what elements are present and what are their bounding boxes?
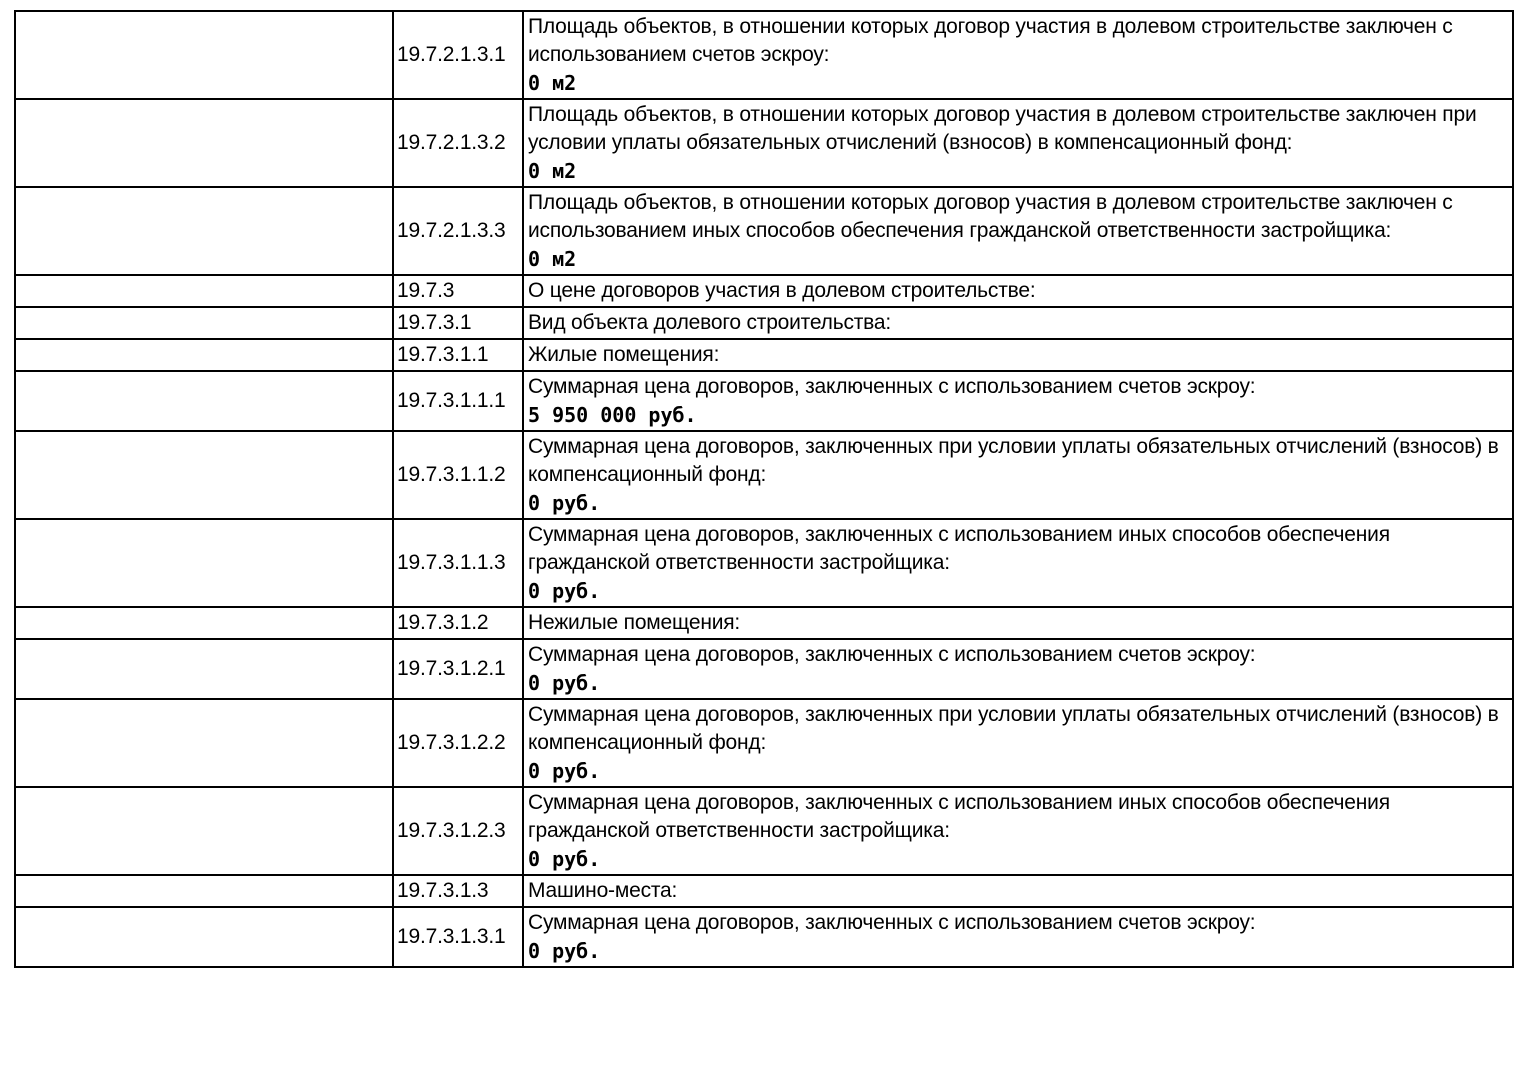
row-code-cell	[393, 875, 523, 907]
row-label: Площадь объектов, в отношении которых договор участия в долевом строительстве заключен при условии уплаты обязательных отчислений (взносов) в компенсационный фонд:	[528, 103, 1477, 154]
row-description-cell	[523, 639, 1513, 699]
empty-cell	[15, 787, 393, 875]
row-label: Нежилые помещения:	[528, 611, 741, 634]
empty-cell	[15, 875, 393, 907]
row-code: 19.7.3.1.3	[397, 879, 489, 902]
row-value: 0 руб.	[528, 939, 601, 963]
row-code: 19.7.2.1.3.3	[397, 219, 506, 242]
row-code-cell	[393, 99, 523, 187]
table-row	[15, 99, 1513, 187]
row-description-cell	[523, 339, 1513, 371]
empty-cell	[15, 519, 393, 607]
row-label: Суммарная цена договоров, заключенных с использованием счетов эскроу:	[528, 375, 1256, 398]
row-value: 0 м2	[528, 159, 577, 183]
row-label: Вид объекта долевого строительства:	[528, 311, 891, 334]
row-label: Суммарная цена договоров, заключенных с использованием счетов эскроу:	[528, 911, 1256, 934]
row-code: 19.7.3.1.2.1	[397, 657, 506, 680]
table-row	[15, 307, 1513, 339]
row-code-cell	[393, 187, 523, 275]
row-code: 19.7.3.1.1.3	[397, 551, 506, 574]
empty-cell	[15, 431, 393, 519]
table-row	[15, 699, 1513, 787]
row-description-cell	[523, 371, 1513, 431]
row-description-cell	[523, 907, 1513, 967]
table-row	[15, 11, 1513, 99]
row-value: 0 руб.	[528, 759, 601, 783]
empty-cell	[15, 307, 393, 339]
row-code-cell	[393, 639, 523, 699]
row-label: Площадь объектов, в отношении которых договор участия в долевом строительстве заключен с использованием счетов эскроу:	[528, 15, 1453, 66]
row-label: Суммарная цена договоров, заключенных с использованием иных способов обеспечения гражданской ответственности застройщика:	[528, 523, 1390, 574]
row-code-cell	[393, 787, 523, 875]
row-label: Суммарная цена договоров, заключенных при условии уплаты обязательных отчислений (взносов) в компенсационный фонд:	[528, 435, 1499, 486]
row-code-cell	[393, 275, 523, 307]
row-code-cell	[393, 11, 523, 99]
row-value: 0 руб.	[528, 579, 601, 603]
row-code-cell	[393, 339, 523, 371]
row-label: О цене договоров участия в долевом строительстве:	[528, 279, 1036, 302]
row-description-cell	[523, 519, 1513, 607]
table-row	[15, 639, 1513, 699]
empty-cell	[15, 11, 393, 99]
row-value: 0 руб.	[528, 671, 601, 695]
row-code-cell	[393, 371, 523, 431]
empty-cell	[15, 187, 393, 275]
row-description-cell	[523, 275, 1513, 307]
row-description-cell	[523, 875, 1513, 907]
row-description-cell	[523, 787, 1513, 875]
row-code: 19.7.2.1.3.1	[397, 43, 506, 66]
empty-cell	[15, 275, 393, 307]
table-row	[15, 607, 1513, 639]
project-declaration-table	[14, 10, 1514, 968]
table-row	[15, 371, 1513, 431]
table-row	[15, 431, 1513, 519]
row-code-cell	[393, 699, 523, 787]
row-code: 19.7.3.1	[397, 311, 472, 334]
empty-cell	[15, 99, 393, 187]
table-row	[15, 519, 1513, 607]
table-row	[15, 339, 1513, 371]
row-value: 0 м2	[528, 71, 577, 95]
row-code: 19.7.3.1.1.1	[397, 389, 506, 412]
row-description-cell	[523, 699, 1513, 787]
row-code-cell	[393, 519, 523, 607]
row-code: 19.7.3.1.2	[397, 611, 489, 634]
row-label: Площадь объектов, в отношении которых договор участия в долевом строительстве заключен с использованием иных способов обеспечения гражданской ответственности застройщика:	[528, 191, 1453, 242]
row-description-cell	[523, 431, 1513, 519]
row-code: 19.7.3	[397, 279, 455, 302]
row-code-cell	[393, 307, 523, 339]
row-label: Жилые помещения:	[528, 343, 720, 366]
row-value: 0 руб.	[528, 491, 601, 515]
row-code: 19.7.3.1.2.3	[397, 819, 506, 842]
table-row	[15, 275, 1513, 307]
row-description-cell	[523, 307, 1513, 339]
row-code: 19.7.3.1.2.2	[397, 731, 506, 754]
row-description-cell	[523, 99, 1513, 187]
empty-cell	[15, 607, 393, 639]
row-code: 19.7.3.1.1	[397, 343, 489, 366]
empty-cell	[15, 699, 393, 787]
row-code: 19.7.2.1.3.2	[397, 131, 506, 154]
row-code-cell	[393, 607, 523, 639]
row-code: 19.7.3.1.3.1	[397, 925, 506, 948]
empty-cell	[15, 371, 393, 431]
row-label: Суммарная цена договоров, заключенных с использованием иных способов обеспечения гражданской ответственности застройщика:	[528, 791, 1390, 842]
row-description-cell	[523, 11, 1513, 99]
table-row	[15, 875, 1513, 907]
row-value: 0 руб.	[528, 847, 601, 871]
row-code: 19.7.3.1.1.2	[397, 463, 506, 486]
row-code-cell	[393, 907, 523, 967]
row-code-cell	[393, 431, 523, 519]
empty-cell	[15, 639, 393, 699]
row-label: Суммарная цена договоров, заключенных с использованием счетов эскроу:	[528, 643, 1256, 666]
table-row	[15, 187, 1513, 275]
row-value: 5 950 000 руб.	[528, 403, 697, 427]
empty-cell	[15, 339, 393, 371]
table-row	[15, 907, 1513, 967]
empty-cell	[15, 907, 393, 967]
row-value: 0 м2	[528, 247, 577, 271]
table-row	[15, 787, 1513, 875]
row-description-cell	[523, 607, 1513, 639]
row-label: Машино-места:	[528, 879, 678, 902]
row-description-cell	[523, 187, 1513, 275]
table-body	[15, 11, 1513, 967]
row-label: Суммарная цена договоров, заключенных при условии уплаты обязательных отчислений (взносов) в компенсационный фонд:	[528, 703, 1499, 754]
